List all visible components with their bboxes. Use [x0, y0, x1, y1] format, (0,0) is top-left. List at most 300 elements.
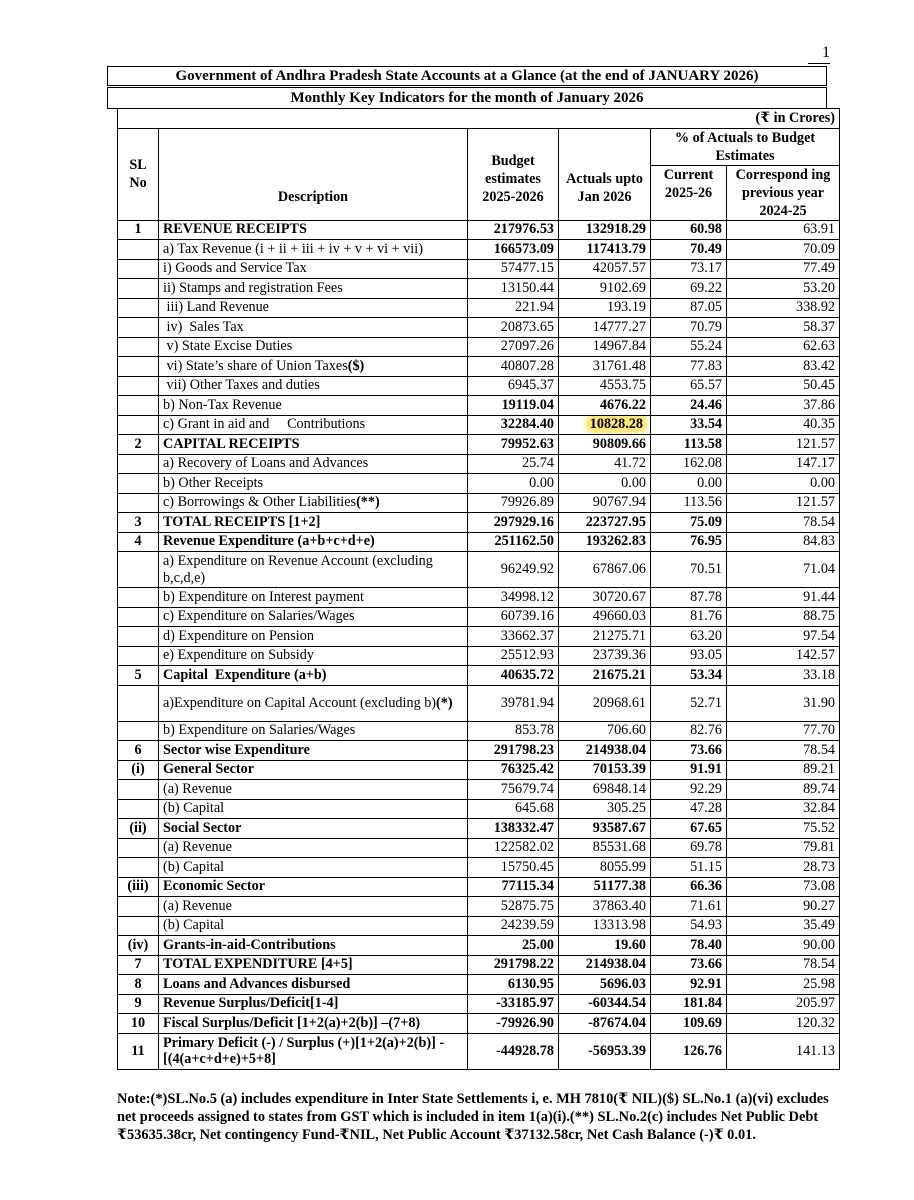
table-row — [118, 760, 840, 780]
row-actuals-value: 13313.98 — [592, 917, 646, 934]
row-current-percent: 93.05 — [651, 646, 727, 666]
row-description-text: (b) Capital — [163, 800, 225, 817]
row-description-text: iv) Sales Tax — [163, 318, 244, 335]
row-current-percent: 75.09 — [651, 513, 727, 533]
row-description-text: (b) Capital — [163, 858, 225, 875]
row-description — [159, 685, 468, 721]
row-actuals-value: 67867.06 — [592, 561, 646, 577]
row-description — [159, 337, 468, 357]
row-description-text: b) Non-Tax Revenue — [163, 396, 282, 413]
row-actuals — [559, 666, 651, 686]
row-description — [159, 240, 468, 260]
row-actuals-value: 90809.66 — [592, 435, 646, 452]
table-row — [118, 357, 840, 377]
row-description-text: a) Tax Revenue (i + ii + iii + iv + v + vi + vii) — [163, 240, 423, 257]
table-row — [118, 1033, 840, 1069]
row-actuals-value: -87674.04 — [588, 1014, 646, 1031]
row-actuals — [559, 357, 651, 377]
row-budget-estimate: 96249.92 — [468, 552, 559, 588]
row-description — [159, 877, 468, 897]
row-previous-percent: 89.74 — [727, 780, 840, 800]
row-previous-percent: 78.54 — [727, 513, 840, 533]
row-previous-percent: 40.35 — [727, 415, 840, 435]
row-actuals-value: 21675.21 — [592, 666, 646, 683]
row-actuals — [559, 376, 651, 396]
row-description-text: (a) Revenue — [163, 839, 232, 856]
row-description — [159, 415, 468, 435]
row-actuals-value: 0.00 — [621, 474, 646, 491]
row-description-text: Social Sector — [163, 819, 242, 836]
row-actuals-value: 214938.04 — [585, 741, 646, 758]
table-row — [118, 279, 840, 299]
row-budget-estimate: 33662.37 — [468, 627, 559, 647]
row-budget-estimate: 297929.16 — [468, 513, 559, 533]
row-description-text: Loans and Advances disbursed — [163, 975, 351, 992]
row-sl-no: (iii) — [118, 877, 159, 897]
table-row — [118, 685, 840, 721]
row-previous-percent: 89.21 — [727, 760, 840, 780]
row-actuals-value: 42057.57 — [592, 260, 646, 277]
row-current-percent: 69.78 — [651, 838, 727, 858]
row-actuals — [559, 685, 651, 721]
row-current-percent: 67.65 — [651, 819, 727, 839]
row-description-text: c) Grant in aid and Contributions — [163, 416, 366, 433]
table-row — [118, 552, 840, 588]
row-description-text: (b) Capital — [163, 917, 225, 934]
row-sl-no: (iv) — [118, 936, 159, 956]
row-sl-no — [118, 493, 159, 513]
row-description-text: iii) Land Revenue — [163, 299, 269, 316]
row-actuals-value: 51177.38 — [593, 878, 646, 895]
table-row — [118, 741, 840, 761]
row-actuals — [559, 454, 651, 474]
row-budget-estimate: 645.68 — [468, 799, 559, 819]
row-sl-no — [118, 337, 159, 357]
row-actuals — [559, 936, 651, 956]
row-current-percent: 181.84 — [651, 994, 727, 1014]
row-description — [159, 474, 468, 494]
row-actuals-value: 37863.40 — [592, 897, 646, 914]
footnote: Note:(*)SL.No.5 (a) includes expenditure in Inter State Settlements i, e. MH 7810(₹ NIL)($) SL.No.1 (a)(vi) excludes net proceeds assigned to states from GST which is included in item 1(a)(i).(**) SL.No.2(c) includes Net Public Debt ₹53635.38cr, Net contingency Fund-₹NIL, Net Public Account ₹37132.58cr, Net Cash Balance (-)₹ 0.01. — [117, 1091, 829, 1143]
row-budget-estimate: 25.74 — [468, 454, 559, 474]
table-row — [118, 607, 840, 627]
row-description — [159, 627, 468, 647]
row-actuals — [559, 877, 651, 897]
row-description — [159, 454, 468, 474]
row-sl-no — [118, 552, 159, 588]
row-description — [159, 975, 468, 995]
row-sl-no: 5 — [118, 666, 159, 686]
row-previous-percent: 75.52 — [727, 819, 840, 839]
row-description-text: d) Expenditure on Pension — [163, 627, 314, 644]
row-actuals — [559, 396, 651, 416]
row-description-text: vii) Other Taxes and duties — [163, 377, 320, 394]
row-description-text: a) Recovery of Loans and Advances — [163, 455, 369, 472]
row-actuals-value: 706.60 — [606, 722, 646, 739]
row-actuals-value: 5696.03 — [599, 975, 646, 992]
header-actuals: Actuals upto Jan 2026 — [559, 128, 651, 220]
row-budget-estimate: 166573.09 — [468, 240, 559, 260]
row-sl-no — [118, 780, 159, 800]
row-description — [159, 396, 468, 416]
row-current-percent: 126.76 — [651, 1033, 727, 1069]
table-row — [118, 298, 840, 318]
row-description — [159, 435, 468, 455]
row-sl-no — [118, 318, 159, 338]
row-description-text: Fiscal Surplus/Deficit [1+2(a)+2(b)] –(7+8) — [163, 1014, 421, 1031]
row-actuals — [559, 240, 651, 260]
row-description — [159, 858, 468, 878]
row-sl-no — [118, 685, 159, 721]
row-actuals — [559, 298, 651, 318]
row-actuals — [559, 337, 651, 357]
row-actuals — [559, 588, 651, 608]
table-row — [118, 454, 840, 474]
row-current-percent: 65.57 — [651, 376, 727, 396]
row-description-footnote-mark: (**) — [356, 494, 380, 511]
row-actuals — [559, 318, 651, 338]
row-description — [159, 916, 468, 936]
row-description-text: i) Goods and Service Tax — [163, 260, 307, 277]
row-sl-no — [118, 474, 159, 494]
row-budget-estimate: 6130.95 — [468, 975, 559, 995]
row-actuals-value: 90767.94 — [592, 494, 646, 511]
row-description — [159, 936, 468, 956]
row-current-percent: 109.69 — [651, 1014, 727, 1034]
row-description — [159, 298, 468, 318]
row-previous-percent: 205.97 — [727, 994, 840, 1014]
row-sl-no: 3 — [118, 513, 159, 533]
row-sl-no: 8 — [118, 975, 159, 995]
row-description — [159, 376, 468, 396]
row-actuals — [559, 916, 651, 936]
row-description-text: TOTAL EXPENDITURE [4+5] — [163, 956, 353, 973]
row-description — [159, 838, 468, 858]
row-description — [159, 721, 468, 741]
row-description-text: e) Expenditure on Subsidy — [163, 647, 314, 664]
row-previous-percent: 78.54 — [727, 741, 840, 761]
row-budget-estimate: 6945.37 — [468, 376, 559, 396]
row-description — [159, 588, 468, 608]
row-previous-percent: 90.00 — [727, 936, 840, 956]
row-actuals-value: 193262.83 — [585, 533, 646, 550]
row-description-text: b) Expenditure on Salaries/Wages — [163, 722, 356, 739]
row-current-percent: 53.34 — [651, 666, 727, 686]
row-sl-no — [118, 838, 159, 858]
row-description-text: Revenue Expenditure (a+b+c+d+e) — [163, 533, 375, 550]
row-previous-percent: 84.83 — [727, 532, 840, 552]
row-sl-no — [118, 240, 159, 260]
table-row — [118, 838, 840, 858]
row-description-text: b) Other Receipts — [163, 474, 264, 491]
row-current-percent: 77.83 — [651, 357, 727, 377]
row-current-percent: 162.08 — [651, 454, 727, 474]
row-current-percent: 60.98 — [651, 220, 727, 240]
document-title: Government of Andhra Pradesh State Accounts at a Glance (at the end of JANUARY 2026) — [107, 66, 827, 86]
row-budget-estimate: 52875.75 — [468, 897, 559, 917]
row-current-percent: 33.54 — [651, 415, 727, 435]
row-actuals-value: 8055.99 — [599, 858, 646, 875]
row-description-text: Grants-in-aid-Contributions — [163, 936, 336, 953]
row-budget-estimate: 291798.22 — [468, 955, 559, 975]
row-current-percent: 54.93 — [651, 916, 727, 936]
row-actuals-value: 21275.71 — [592, 627, 646, 644]
header-current-year: Current 2025-26 — [651, 165, 727, 220]
table-row — [118, 994, 840, 1014]
row-budget-estimate: 291798.23 — [468, 741, 559, 761]
row-description — [159, 318, 468, 338]
row-sl-no — [118, 646, 159, 666]
row-previous-percent: 0.00 — [727, 474, 840, 494]
row-description-text: Revenue Surplus/Deficit[1-4] — [163, 995, 339, 1012]
row-actuals — [559, 1033, 651, 1069]
row-description — [159, 780, 468, 800]
table-row — [118, 877, 840, 897]
row-previous-percent: 58.37 — [727, 318, 840, 338]
row-actuals-value: 223727.95 — [585, 513, 646, 530]
row-actuals-value: 85531.68 — [592, 839, 646, 856]
row-previous-percent: 77.49 — [727, 259, 840, 279]
table-row — [118, 318, 840, 338]
row-description — [159, 994, 468, 1014]
row-actuals-value: 30720.67 — [592, 588, 646, 605]
row-description — [159, 513, 468, 533]
row-actuals — [559, 897, 651, 917]
row-budget-estimate: 221.94 — [468, 298, 559, 318]
row-actuals-value: 19.60 — [614, 936, 646, 953]
table-row — [118, 376, 840, 396]
row-sl-no: 10 — [118, 1014, 159, 1034]
table-row — [118, 819, 840, 839]
row-description-footnote-mark: ($) — [347, 357, 365, 374]
row-actuals-value: 4676.22 — [599, 396, 646, 413]
table-row — [118, 916, 840, 936]
row-description — [159, 646, 468, 666]
row-sl-no: 4 — [118, 532, 159, 552]
table-row — [118, 396, 840, 416]
page-number-rule — [808, 63, 830, 64]
row-sl-no: (i) — [118, 760, 159, 780]
row-description — [159, 955, 468, 975]
row-budget-estimate: 217976.53 — [468, 220, 559, 240]
row-budget-estimate: 24239.59 — [468, 916, 559, 936]
document-subtitle: Monthly Key Indicators for the month of January 2026 — [107, 87, 827, 109]
row-current-percent: 76.95 — [651, 532, 727, 552]
table-row — [118, 259, 840, 279]
table-row — [118, 532, 840, 552]
row-previous-percent: 90.27 — [727, 897, 840, 917]
row-sl-no — [118, 858, 159, 878]
row-description-text: CAPITAL RECEIPTS — [163, 435, 300, 452]
row-actuals — [559, 259, 651, 279]
row-description-text: (a) Revenue — [163, 780, 232, 797]
row-actuals-value: 214938.04 — [585, 956, 646, 973]
header-percent-group: % of Actuals to Budget Estimates — [651, 128, 840, 165]
row-description-text: a) Expenditure on Revenue Account (excluding b,c,d,e) — [163, 553, 437, 586]
row-current-percent: 91.91 — [651, 760, 727, 780]
row-previous-percent: 32.84 — [727, 799, 840, 819]
row-sl-no — [118, 259, 159, 279]
row-previous-percent: 73.08 — [727, 877, 840, 897]
row-previous-percent: 25.98 — [727, 975, 840, 995]
row-actuals-value: -56953.39 — [588, 1042, 646, 1059]
row-previous-percent: 77.70 — [727, 721, 840, 741]
row-previous-percent: 142.57 — [727, 646, 840, 666]
row-sl-no: 6 — [118, 741, 159, 761]
row-budget-estimate: 34998.12 — [468, 588, 559, 608]
table-row — [118, 415, 840, 435]
row-actuals-value: 4553.75 — [599, 377, 646, 394]
row-actuals-value: 117413.79 — [586, 240, 646, 257]
table-row — [118, 955, 840, 975]
row-previous-percent: 70.09 — [727, 240, 840, 260]
row-current-percent: 81.76 — [651, 607, 727, 627]
row-current-percent: 92.29 — [651, 780, 727, 800]
row-actuals — [559, 435, 651, 455]
row-sl-no — [118, 799, 159, 819]
row-budget-estimate: 75679.74 — [468, 780, 559, 800]
row-description-text: Economic Sector — [163, 878, 266, 895]
table-row — [118, 220, 840, 240]
row-sl-no — [118, 357, 159, 377]
row-budget-estimate: 25512.93 — [468, 646, 559, 666]
row-actuals-value: 10828.28 — [587, 416, 646, 432]
row-actuals-value: 49660.03 — [592, 608, 646, 625]
row-previous-percent: 120.32 — [727, 1014, 840, 1034]
row-sl-no: 9 — [118, 994, 159, 1014]
row-previous-percent: 78.54 — [727, 955, 840, 975]
table-row — [118, 897, 840, 917]
row-current-percent: 70.49 — [651, 240, 727, 260]
row-current-percent: 63.20 — [651, 627, 727, 647]
row-previous-percent: 50.45 — [727, 376, 840, 396]
row-sl-no: 2 — [118, 435, 159, 455]
row-actuals-value: 93587.67 — [592, 819, 646, 836]
row-budget-estimate: 122582.02 — [468, 838, 559, 858]
row-sl-no — [118, 279, 159, 299]
row-actuals-value: 31761.48 — [592, 357, 646, 374]
row-description — [159, 259, 468, 279]
row-current-percent: 47.28 — [651, 799, 727, 819]
row-sl-no: 1 — [118, 220, 159, 240]
table-row — [118, 435, 840, 455]
row-description-text: a)Expenditure on Capital Account (excluding b) — [163, 694, 437, 711]
row-budget-estimate: 19119.04 — [468, 396, 559, 416]
row-sl-no — [118, 396, 159, 416]
row-previous-percent: 88.75 — [727, 607, 840, 627]
row-current-percent: 70.79 — [651, 318, 727, 338]
row-current-percent: 82.76 — [651, 721, 727, 741]
row-actuals-value: 132918.29 — [585, 221, 646, 238]
row-description-text: ii) Stamps and registration Fees — [163, 279, 343, 296]
row-current-percent: 24.46 — [651, 396, 727, 416]
row-budget-estimate: 79952.63 — [468, 435, 559, 455]
row-budget-estimate: 138332.47 — [468, 819, 559, 839]
row-description-text: c) Expenditure on Salaries/Wages — [163, 608, 355, 625]
row-description — [159, 279, 468, 299]
row-previous-percent: 71.04 — [727, 552, 840, 588]
row-budget-estimate: 251162.50 — [468, 532, 559, 552]
row-current-percent: 52.71 — [651, 685, 727, 721]
row-description-text: Sector wise Expenditure — [163, 741, 310, 758]
row-previous-percent: 141.13 — [727, 1033, 840, 1069]
row-actuals — [559, 474, 651, 494]
row-description — [159, 760, 468, 780]
row-previous-percent: 63.91 — [727, 220, 840, 240]
row-sl-no: (ii) — [118, 819, 159, 839]
row-budget-estimate: 32284.40 — [468, 415, 559, 435]
row-description — [159, 819, 468, 839]
row-actuals — [559, 513, 651, 533]
page-number: 1 — [822, 44, 830, 61]
row-actuals — [559, 858, 651, 878]
row-actuals — [559, 994, 651, 1014]
row-current-percent: 87.05 — [651, 298, 727, 318]
table-row — [118, 337, 840, 357]
row-sl-no — [118, 298, 159, 318]
unit-label: (₹ in Crores) — [118, 109, 840, 129]
row-actuals-value: 69848.14 — [592, 780, 646, 797]
row-previous-percent: 33.18 — [727, 666, 840, 686]
row-previous-percent: 121.57 — [727, 435, 840, 455]
row-budget-estimate: -44928.78 — [468, 1033, 559, 1069]
header-description: Description — [159, 128, 468, 220]
row-current-percent: 78.40 — [651, 936, 727, 956]
row-actuals — [559, 838, 651, 858]
table-row — [118, 513, 840, 533]
row-description — [159, 493, 468, 513]
header-previous-year: Correspond ing previous year 2024-25 — [727, 165, 840, 220]
row-actuals — [559, 493, 651, 513]
row-previous-percent: 28.73 — [727, 858, 840, 878]
header-sl-no: SL No — [118, 128, 159, 220]
row-budget-estimate: 57477.15 — [468, 259, 559, 279]
row-actuals-value: 41.72 — [614, 455, 646, 472]
row-previous-percent: 53.20 — [727, 279, 840, 299]
row-actuals-value: 20968.61 — [592, 694, 646, 711]
row-actuals — [559, 1014, 651, 1034]
row-description-text: REVENUE RECEIPTS — [163, 221, 307, 238]
row-current-percent: 69.22 — [651, 279, 727, 299]
row-actuals — [559, 415, 651, 435]
row-previous-percent: 121.57 — [727, 493, 840, 513]
row-description-text: c) Borrowings & Other Liabilities — [163, 494, 357, 511]
row-budget-estimate: 76325.42 — [468, 760, 559, 780]
row-current-percent: 87.78 — [651, 588, 727, 608]
row-description-text: vi) State’s share of Union Taxes — [163, 357, 348, 374]
row-actuals — [559, 760, 651, 780]
row-current-percent: 51.15 — [651, 858, 727, 878]
row-budget-estimate: 0.00 — [468, 474, 559, 494]
row-current-percent: 113.56 — [651, 493, 727, 513]
table-row — [118, 588, 840, 608]
row-description — [159, 552, 468, 588]
row-sl-no: 7 — [118, 955, 159, 975]
table-row — [118, 627, 840, 647]
table-row — [118, 721, 840, 741]
row-current-percent: 73.66 — [651, 741, 727, 761]
row-description — [159, 607, 468, 627]
row-actuals — [559, 279, 651, 299]
row-description — [159, 1033, 468, 1069]
row-actuals — [559, 646, 651, 666]
row-actuals-value: 9102.69 — [599, 279, 646, 296]
row-previous-percent: 31.90 — [727, 685, 840, 721]
row-description-text: (a) Revenue — [163, 897, 232, 914]
row-actuals-value: 23739.36 — [592, 647, 646, 664]
row-budget-estimate: 79926.89 — [468, 493, 559, 513]
row-current-percent: 0.00 — [651, 474, 727, 494]
